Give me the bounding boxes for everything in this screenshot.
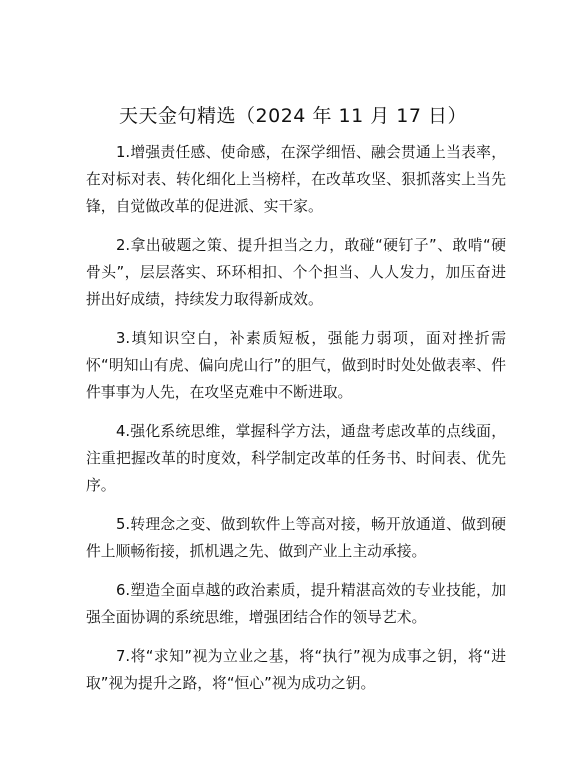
quote-paragraph-1: 1.增强责任感、使命感，在深学细悟、融会贯通上当表率，在对标对表、转化细化上当榜样，在改革攻坚、狠抓落实上当先锋，自觉做改革的促进派、实干家。 [86, 144, 506, 215]
document-body [86, 139, 506, 709]
quote-paragraph-5: 5.转理念之变、做到软件上等高对接，畅开放通道、做到硬件上顺畅衔接，抓机遇之先、做到产业上主动承接。 [86, 516, 506, 560]
document-title: 天天金句精选（2024 年 11 月 17 日） [119, 105, 467, 127]
quote-paragraph-3: 3.填知识空白，补素质短板，强能力弱项，面对挫折需怀“明知山有虎、偏向虎山行”的胆气，做到时时处处做表率、件件事事为人先，在攻坚克难中不断进取。 [86, 330, 506, 401]
quote-paragraph-6: 6.塑造全面卓越的政治素质，提升精湛高效的专业技能，加强全面协调的系统思维，增强团结合作的领导艺术。 [86, 582, 506, 626]
quote-paragraph-7: 7.将“求知”视为立业之基，将“执行”视为成事之钥，将“进取”视为提升之路，将“恒心”视为成功之钥。 [86, 648, 506, 692]
quote-paragraph-4: 4.强化系统思维，掌握科学方法，通盘考虑改革的点线面，注重把握改革的时度效，科学制定改革的任务书、时间表、优先序。 [86, 423, 506, 494]
quote-paragraph-2: 2.拿出破题之策、提升担当之力，敢碰“硬钉子”、敢啃“硬骨头”，层层落实、环环相扣、个个担当、人人发力，加压奋进拼出好成绩，持续发力取得新成效。 [86, 237, 506, 308]
